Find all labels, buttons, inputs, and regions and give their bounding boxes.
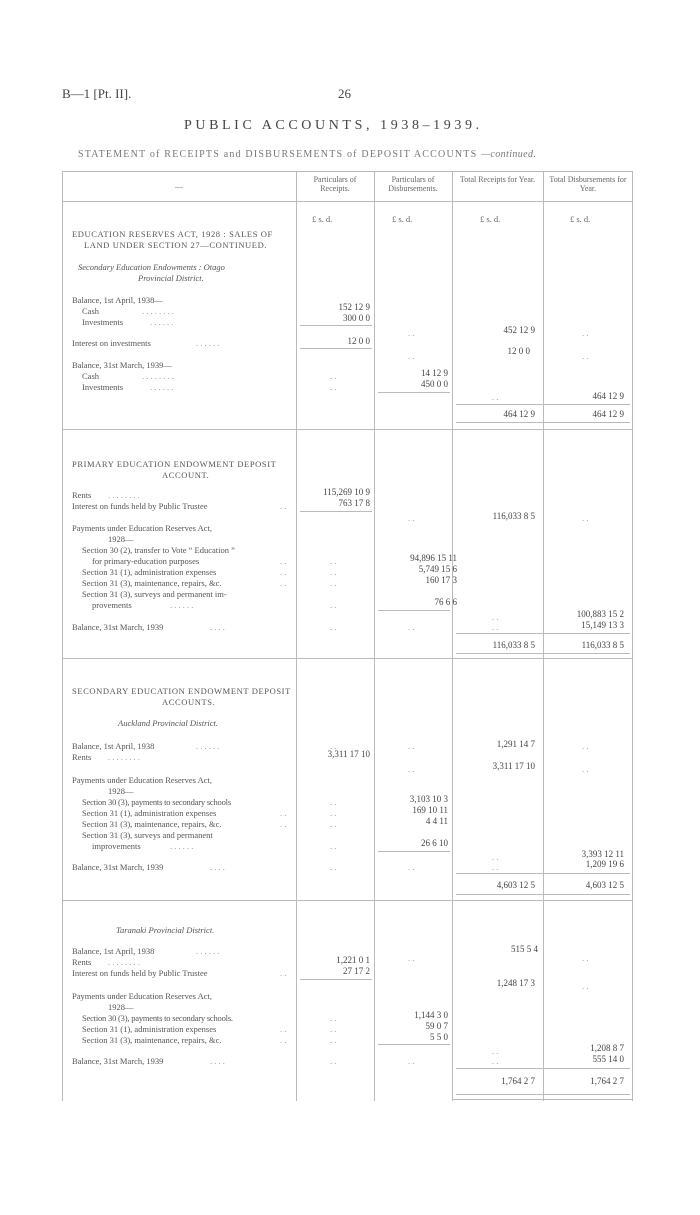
total-disbursements: 4,603 12 5 (585, 880, 624, 890)
leader-dots: . . (492, 1046, 499, 1056)
leader-dots: . . . . (210, 622, 225, 632)
row-label: Payments under Education Reserves Act, (72, 775, 212, 785)
leader-dots: . . (330, 1056, 337, 1066)
value: 3,103 10 3 (409, 794, 448, 804)
section-heading-cont: ACCOUNTS. (162, 697, 216, 707)
leader-dots: . . . . . . (150, 317, 174, 327)
leader-dots: . . (408, 328, 415, 338)
row-label: Cash (82, 306, 99, 316)
value: 3,311 17 10 (327, 749, 370, 759)
section-heading: PRIMARY EDUCATION ENDOWMENT DEPOSIT (72, 459, 277, 469)
value: 5,749 15 6 (418, 564, 457, 574)
lsd-total-disbursements: £ s. d. (570, 214, 591, 224)
page-reference: B—1 [Pt. II]. (62, 86, 132, 101)
row-label: Rents (72, 752, 92, 762)
subsection-heading: Taranaki Provincial District. (116, 925, 215, 935)
value: 3,393 12 11 (581, 849, 624, 859)
leader-dots: . . (408, 513, 415, 523)
row-label: provements (92, 600, 132, 610)
row-label: Section 30 (2), transfer to Vote “ Education ” (82, 545, 235, 555)
leader-dots: . . . . . . (170, 600, 194, 610)
leader-dots: . . (330, 1013, 337, 1023)
leader-dots: . . (408, 953, 415, 963)
row-label: Balance, 1st April, 1938 (72, 946, 155, 956)
leader-dots: . . (330, 808, 337, 818)
leader-dots: . . (280, 1024, 287, 1034)
row-label: Investments (82, 382, 124, 392)
row-label: Payments under Education Reserves Act, (72, 523, 212, 533)
value: 555 14 0 (592, 1054, 624, 1064)
leader-dots: . . . . . . . . (142, 371, 174, 381)
total-disbursements: 116,033 8 5 (581, 640, 624, 650)
leader-dots: . . (582, 764, 589, 774)
leader-dots: . . (330, 819, 337, 829)
value: 100,883 15 2 (576, 609, 624, 619)
row-label: Section 31 (3), surveys and permanent (82, 830, 213, 840)
value: 5 5 0 (430, 1032, 448, 1042)
section-heading-cont: ACCOUNT. (162, 470, 210, 480)
leader-dots: . . (582, 953, 589, 963)
total-disbursements: 464 12 9 (592, 409, 624, 419)
value: 12 0 0 (507, 346, 530, 356)
leader-dots: . . (492, 612, 499, 622)
leader-dots: . . . . . . (150, 382, 174, 392)
leader-dots: . . (280, 808, 287, 818)
leader-dots: . . (330, 1024, 337, 1034)
section-heading: EDUCATION RESERVES ACT, 1928 : SALES OF (72, 229, 273, 239)
leader-dots: . . (582, 513, 589, 523)
row-label: Balance, 1st April, 1938— (72, 295, 163, 305)
leader-dots: . . (492, 392, 499, 402)
leader-dots: . . (408, 862, 415, 872)
section-heading-cont: LAND UNDER SECTION 27—CONTINUED. (84, 240, 268, 250)
value: 450 0 0 (421, 379, 448, 389)
row-label: Cash (82, 371, 99, 381)
leader-dots: . . (330, 578, 337, 588)
leader-dots: . . (492, 862, 499, 872)
row-label: Investments (82, 317, 124, 327)
column-header-receipts: Particulars of Receipts. (313, 175, 357, 193)
row-label: Rents (72, 957, 92, 967)
row-label: Section 31 (1), administration expenses (82, 567, 217, 577)
value: 76 6 6 (434, 597, 457, 607)
leader-dots: . . . . . . . . (108, 490, 140, 500)
value: 464 12 9 (592, 391, 624, 401)
value: 4 4 11 (425, 816, 448, 826)
row-label: Rents (72, 490, 92, 500)
row-label: Section 31 (1), administration expenses (82, 1024, 217, 1034)
leader-dots: . . (408, 622, 415, 632)
value: 169 10 11 (412, 805, 448, 815)
value: 160 17 3 (425, 575, 457, 585)
lsd-disbursements: £ s. d. (392, 214, 413, 224)
leader-dots: . . (492, 622, 499, 632)
page-title: PUBLIC ACCOUNTS, 1938–1939. (184, 118, 483, 133)
leader-dots: . . . . . . . . (108, 752, 140, 762)
leader-dots: . . (408, 764, 415, 774)
row-label: improvements (92, 841, 141, 851)
leader-dots: . . . . . . (196, 946, 220, 956)
value: 763 17 8 (338, 498, 370, 508)
leader-dots: . . (280, 501, 287, 511)
statement-subtitle (78, 149, 536, 160)
section-heading: SECONDARY EDUCATION ENDOWMENT DEPOSIT (72, 686, 291, 696)
value: 1,248 17 3 (496, 978, 535, 988)
row-label: Interest on funds held by Public Trustee (72, 501, 208, 511)
leader-dots: . . (582, 741, 589, 751)
value: 14 12 9 (421, 368, 448, 378)
column-header-disbursements: Particulars of Disbursements. (388, 175, 438, 193)
leader-dots: . . (330, 622, 337, 632)
subsection-heading: Secondary Education Endowments : Otago (78, 262, 225, 272)
leader-dots: . . (330, 741, 337, 751)
leader-dots: . . . . . . (170, 841, 194, 851)
column-header-total-disbursements: Total Disbursements for Year. (549, 175, 627, 193)
row-label: Payments under Education Reserves Act, (72, 991, 212, 1001)
row-label: Section 31 (3), maintenance, repairs, &c. (82, 819, 222, 829)
row-label: 1928— (108, 1002, 134, 1012)
total-receipts: 1,764 2 7 (501, 1076, 535, 1086)
leader-dots: . . (330, 797, 337, 807)
row-label: Section 31 (3), maintenance, repairs, &c. (82, 578, 222, 588)
row-label: Section 30 (3), payments to secondary schools. (82, 1013, 233, 1023)
value: 1,144 3 0 (414, 1010, 448, 1020)
leader-dots: . . (582, 981, 589, 991)
leader-dots: . . (280, 578, 287, 588)
row-label: Section 31 (1), administration expenses (82, 808, 217, 818)
subtitle-continued: —continued. (481, 149, 537, 160)
value: 94,896 15 11 (410, 553, 457, 563)
leader-dots: . . (280, 556, 287, 566)
row-label: for primary-education purposes (92, 556, 200, 566)
value: 300 0 0 (343, 313, 370, 323)
leader-dots: . . (330, 862, 337, 872)
value: 116,033 8 5 (492, 511, 535, 521)
lsd-receipts: £ s. d. (312, 214, 333, 224)
value: 452 12 9 (503, 325, 535, 335)
leader-dots: . . . . . . (196, 338, 220, 348)
row-label: 1928— (108, 786, 134, 796)
row-label: 1928— (108, 534, 134, 544)
value: 152 12 9 (338, 302, 370, 312)
total-receipts: 116,033 8 5 (492, 640, 535, 650)
leader-dots: . . (492, 852, 499, 862)
row-label: Section 31 (3), surveys and permanent im- (82, 589, 227, 599)
leader-dots: . . (330, 371, 337, 381)
value: 515 5 4 (511, 944, 538, 954)
leader-dots: . . (582, 351, 589, 361)
leader-dots: . . (330, 556, 337, 566)
value: 12 0 0 (347, 336, 370, 346)
row-label: Balance, 31st March, 1939 (72, 622, 164, 632)
leader-dots: . . (330, 600, 337, 610)
value: 27 17 2 (343, 966, 370, 976)
value: 115,269 10 9 (323, 487, 370, 497)
leader-dots: . . (330, 841, 337, 851)
value: 26 6 10 (421, 838, 448, 848)
row-label: Balance, 31st March, 1939 (72, 1056, 164, 1066)
leader-dots: . . (280, 1035, 287, 1045)
page-number: 26 (338, 86, 351, 101)
total-receipts: 4,603 12 5 (496, 880, 535, 890)
leader-dots: . . . . . . . . (142, 306, 174, 316)
row-label: Interest on investments (72, 338, 151, 348)
row-label: Section 31 (3), maintenance, repairs, &c. (82, 1035, 222, 1045)
total-disbursements: 1,764 2 7 (590, 1076, 624, 1086)
value: 3,311 17 10 (492, 761, 535, 771)
subsection-heading-cont: Provincial District. (138, 273, 204, 283)
lsd-total-receipts: £ s. d. (480, 214, 501, 224)
column-header-description: — (175, 182, 183, 191)
value: 1,221 0 1 (336, 955, 370, 965)
value: 15,149 13 3 (581, 620, 624, 630)
subsection-heading: Auckland Provincial District. (118, 718, 219, 728)
leader-dots: . . . . . . (196, 741, 220, 751)
leader-dots: . . (330, 567, 337, 577)
total-receipts: 464 12 9 (503, 409, 535, 419)
value: 1,291 14 7 (496, 739, 535, 749)
row-label: Balance, 1st April, 1938 (72, 741, 155, 751)
leader-dots: . . (408, 741, 415, 751)
leader-dots: . . (280, 567, 287, 577)
value: 1,208 8 7 (590, 1043, 624, 1053)
leader-dots: . . (330, 382, 337, 392)
leader-dots: . . (582, 328, 589, 338)
row-label: Balance, 31st March, 1939— (72, 360, 172, 370)
leader-dots: . . (408, 351, 415, 361)
leader-dots: . . (280, 819, 287, 829)
leader-dots: . . . . (210, 1056, 225, 1066)
row-label: Balance, 31st March, 1939 (72, 862, 164, 872)
value: 59 0 7 (425, 1021, 448, 1031)
leader-dots: . . (330, 1035, 337, 1045)
row-label: Section 30 (3), payments to secondary schools (82, 797, 231, 807)
row-label: Interest on funds held by Public Trustee (72, 968, 208, 978)
value: 1,209 19 6 (585, 859, 624, 869)
column-header-total-receipts: Total Receipts for Year. (459, 175, 536, 184)
leader-dots: . . . . . . . . (108, 957, 140, 967)
leader-dots: . . . . (210, 862, 225, 872)
subtitle-text: STATEMENT of RECEIPTS and DISBURSEMENTS of DEPOSIT ACCOUNTS (78, 149, 478, 160)
leader-dots: . . (492, 1056, 499, 1066)
leader-dots: . . (408, 1056, 415, 1066)
leader-dots: . . (280, 968, 287, 978)
